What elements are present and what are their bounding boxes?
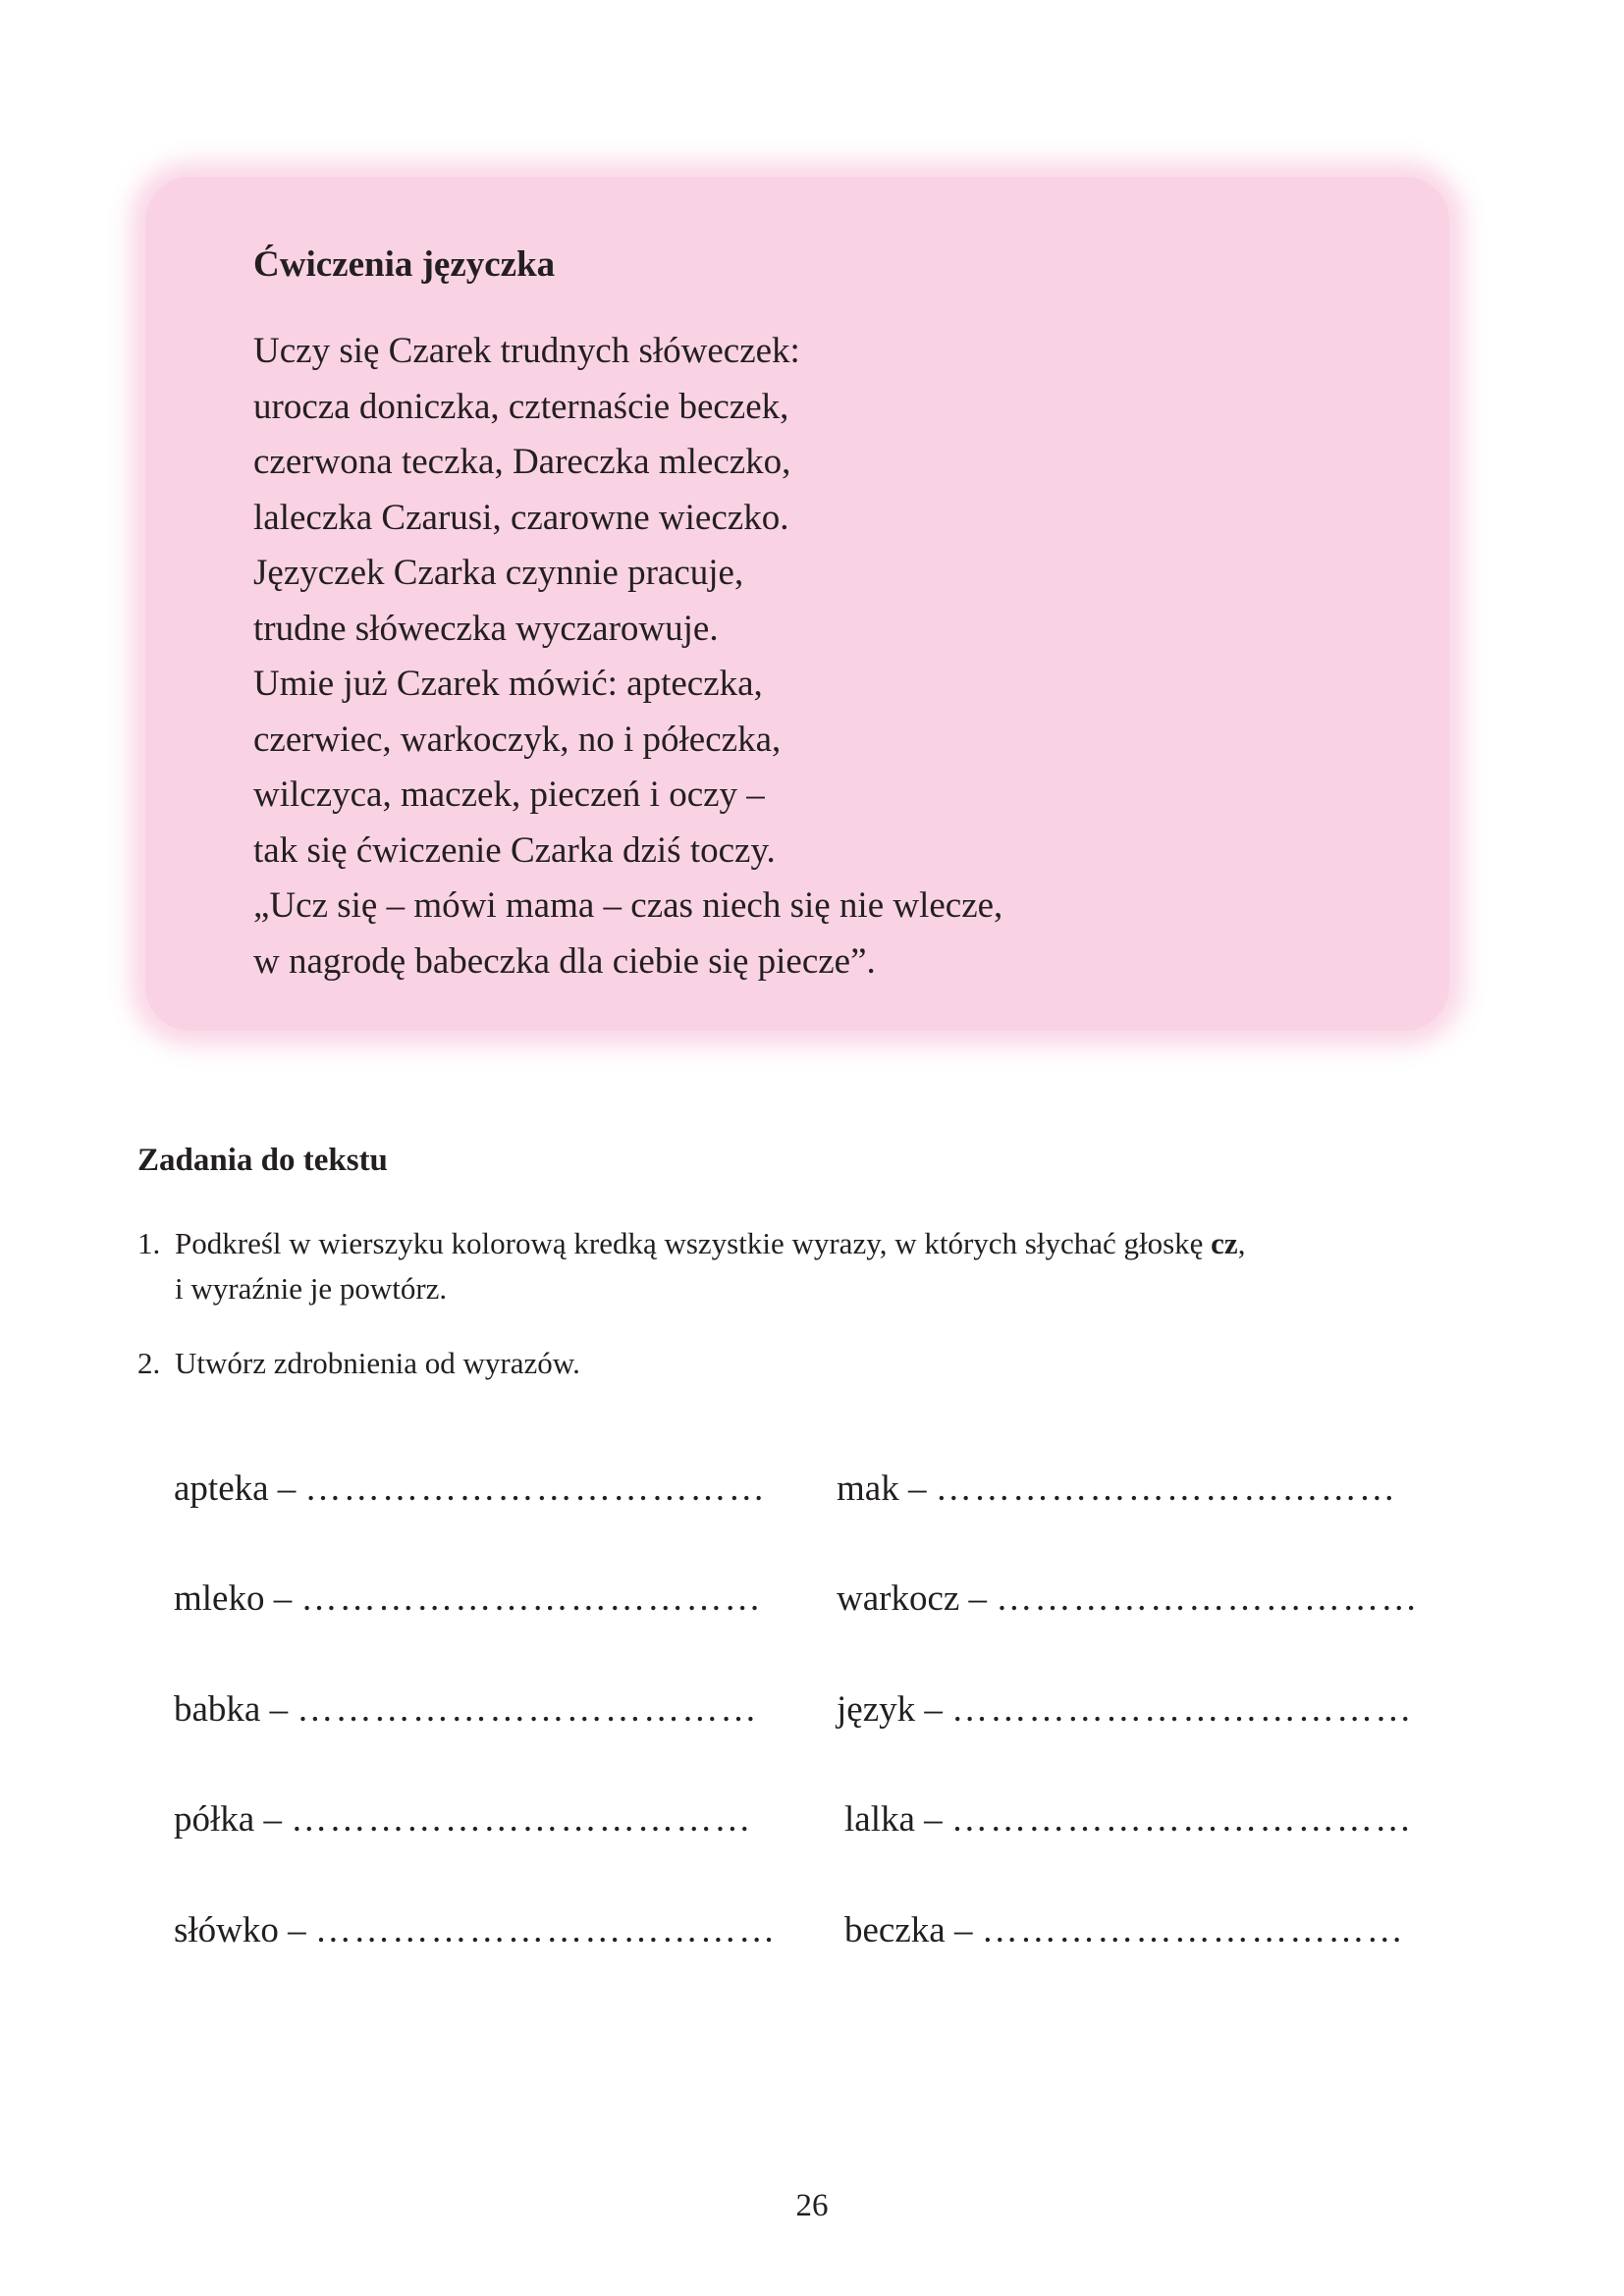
exercise-item	[174, 1468, 767, 1511]
exercise-word: mleko –	[174, 1578, 293, 1619]
exercise-word: babka –	[174, 1689, 289, 1730]
answer-blank[interactable]: ………………………………	[291, 1799, 753, 1840]
poem-line: tak się ćwiczenie Czarka dziś toczy.	[253, 829, 776, 871]
poem-line: Uczy się Czarek trudnych słóweczek:	[253, 331, 800, 371]
tasks-heading: Zadania do tekstu	[137, 1143, 388, 1178]
poem-line: Języczek Czarka czynnie pracuje,	[253, 553, 744, 593]
exercise-item	[844, 1798, 1413, 1842]
task-text-before: Podkreśl w wierszyku kolorową kredką wszystkie wyrazy, w których słychać głoskę	[175, 1226, 1212, 1260]
exercise-item	[837, 1688, 1414, 1732]
exercise-item	[837, 1468, 1397, 1511]
task-number: 2.	[137, 1346, 161, 1380]
task-text-line-1	[175, 1221, 1245, 1266]
exercise-word: język –	[837, 1689, 943, 1730]
exercise-item	[844, 1909, 1405, 1952]
task-text-after: ,	[1237, 1226, 1246, 1260]
task-text-line-2: i wyraźnie je powtórz.	[175, 1271, 448, 1306]
exercise-item	[174, 1577, 763, 1621]
exercise-item	[837, 1577, 1420, 1621]
poem-title: Ćwiczenia języczka	[253, 244, 556, 285]
poem-line: trudne słóweczka wyczarowuje.	[253, 608, 719, 649]
exercise-item	[174, 1909, 777, 1952]
exercise-word: beczka –	[844, 1910, 973, 1950]
answer-blank[interactable]: ……………………………	[996, 1578, 1420, 1619]
poem-line: „Ucz się – mówi mama – czas niech się nie wlecze,	[253, 885, 1003, 926]
answer-blank[interactable]: ………………………………	[297, 1689, 759, 1730]
exercise-word: półka –	[174, 1799, 282, 1840]
task-text	[175, 1221, 1245, 1311]
answer-blank[interactable]: ………………………………	[300, 1578, 763, 1619]
task-number: 1.	[137, 1226, 161, 1260]
exercise-item	[174, 1688, 759, 1732]
poem-line: wilczyca, maczek, pieczeń i oczy –	[253, 774, 765, 815]
exercise-word: mak –	[837, 1468, 927, 1509]
task-bold-phoneme: cz	[1211, 1226, 1238, 1260]
answer-blank[interactable]: ………………………………	[950, 1799, 1414, 1840]
answer-blank[interactable]: ………………………………	[314, 1910, 778, 1950]
poem-line: w nagrodę babeczka dla ciebie się piecze”.	[253, 940, 876, 982]
answer-blank[interactable]: ………………………………	[935, 1468, 1398, 1509]
exercise-word: lalka –	[844, 1799, 943, 1840]
page-number: 26	[795, 2188, 829, 2223]
poem-line: urocza doniczka, czternaście beczek,	[253, 386, 789, 427]
exercise-item	[174, 1798, 753, 1842]
poem-line: Umie już Czarek mówić: apteczka,	[253, 664, 763, 704]
exercise-word: słówko –	[174, 1910, 306, 1950]
answer-blank[interactable]: ……………………………	[981, 1910, 1405, 1950]
exercise-word: apteka –	[174, 1468, 297, 1509]
poem-line: laleczka Czarusi, czarowne wieczko.	[253, 497, 789, 538]
poem-lines	[253, 324, 1002, 989]
poem-line: czerwiec, warkoczyk, no i półeczka,	[253, 719, 782, 760]
poem-line: czerwona teczka, Dareczka mleczko,	[253, 442, 791, 482]
answer-blank[interactable]: ………………………………	[951, 1689, 1414, 1730]
task-text: Utwórz zdrobnienia od wyrazów.	[175, 1346, 580, 1380]
answer-blank[interactable]: ………………………………	[304, 1468, 767, 1509]
exercise-word: warkocz –	[837, 1578, 988, 1619]
